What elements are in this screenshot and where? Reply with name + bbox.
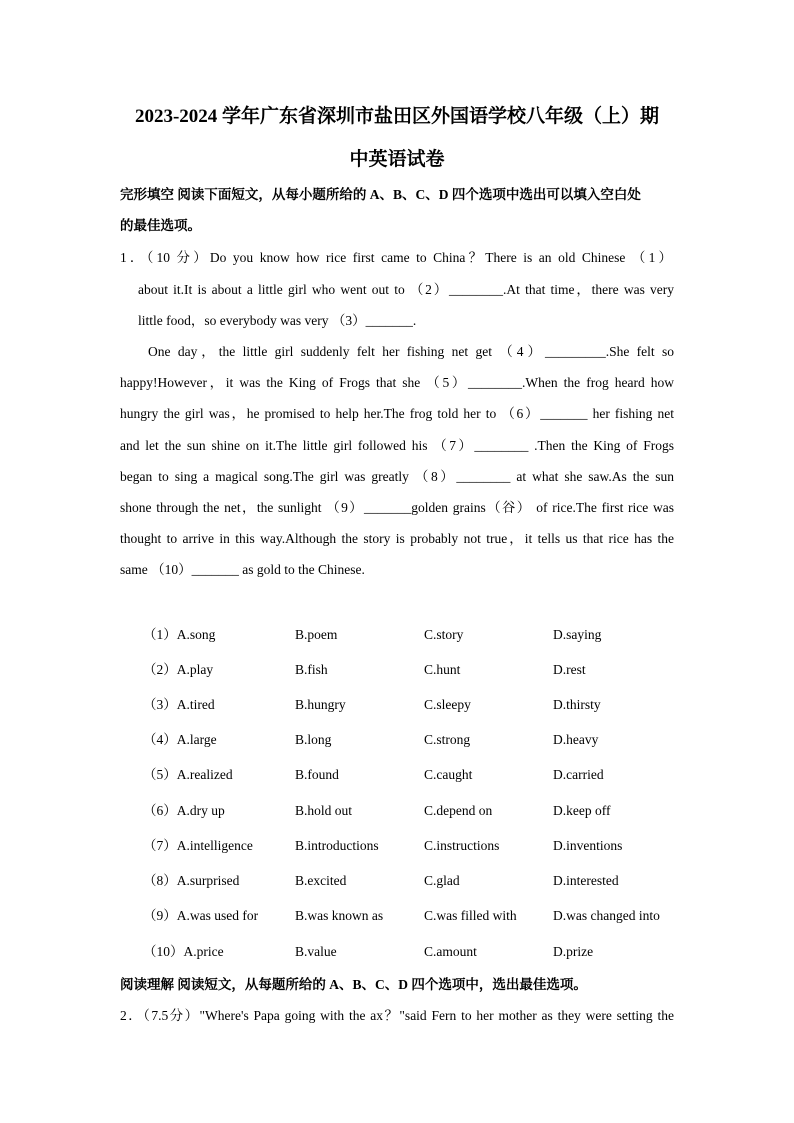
option-7b: B.introductions <box>295 838 379 853</box>
option-6c: C.depend on <box>424 803 493 818</box>
option-7c: C.instructions <box>424 838 500 853</box>
option-2c: C.hunt <box>424 662 461 677</box>
passage-line: same （10）_______ as gold to the Chinese. <box>120 562 365 577</box>
cloze-section-heading: 完形填空 阅读下面短文，从每小题所给的 A、B、C、D 四个选项中选出可以填入空白处 <box>120 187 641 202</box>
question-2-line: 2．（7.5分）"Where's Papa going with the ax？"said Fern to her mother as they were setting the <box>120 1008 674 1023</box>
option-9d: D.was changed into <box>553 908 660 923</box>
page-title-line-1: 2023-2024 学年广东省深圳市盐田区外国语学校八年级（上）期 <box>134 106 660 127</box>
passage-line: and let the sun shine on it.The little girl followed his （7）________ .Then the King of Frogs <box>120 438 674 453</box>
cloze-section-heading-cont: 的最佳选项。 <box>120 218 201 233</box>
passage-line: little food，so everybody was very （3）_______. <box>138 313 417 328</box>
option-9c: C.was filled with <box>424 908 517 923</box>
option-4d: D.heavy <box>553 732 599 747</box>
page-title-line-2: 中英语试卷 <box>349 149 445 170</box>
passage-line: 1．（10 分）Do you know how rice first came to China？There is an old Chinese （1） <box>120 250 672 265</box>
option-6b: B.hold out <box>295 803 353 818</box>
option-5a: （5）A.realized <box>143 767 233 782</box>
option-3c: C.sleepy <box>424 697 471 712</box>
passage-line: happy!However，it was the King of Frogs that she （5）________.When the frog heard how <box>120 375 674 390</box>
option-8b: B.excited <box>295 873 347 888</box>
option-9a: （9）A.was used for <box>143 908 259 923</box>
option-10a: （10）A.price <box>143 944 224 959</box>
option-4a: （4）A.large <box>143 732 217 747</box>
passage-line: began to sing a magical song.The girl was greatly （8）________ at what she saw.As the sun <box>120 469 674 484</box>
option-5b: B.found <box>295 767 339 782</box>
option-1c: C.story <box>424 627 464 642</box>
option-9b: B.was known as <box>295 908 384 923</box>
option-1d: D.saying <box>553 627 602 642</box>
option-8d: D.interested <box>553 873 619 888</box>
option-10c: C.amount <box>424 944 477 959</box>
option-6d: D.keep off <box>553 803 611 818</box>
option-8a: （8）A.surprised <box>143 873 240 888</box>
passage-line: hungry the girl was，he promised to help her.The frog told her to （6）_______ her fishing net <box>120 406 674 421</box>
option-10b: B.value <box>295 944 337 959</box>
option-5d: D.carried <box>553 767 604 782</box>
option-3a: （3）A.tired <box>143 697 215 712</box>
option-4c: C.strong <box>424 732 471 747</box>
passage-line: about it.It is about a little girl who went out to （2）________.At that time，there was very <box>138 282 674 297</box>
option-3b: B.hungry <box>295 697 346 712</box>
option-7d: D.inventions <box>553 838 623 853</box>
option-6a: （6）A.dry up <box>143 803 225 818</box>
passage-line: One day，the little girl suddenly felt her fishing net get （4）_________.She felt so <box>148 344 674 359</box>
reading-section-heading: 阅读理解 阅读短文，从每题所给的 A、B、C、D 四个选项中，选出最佳选项。 <box>120 977 587 992</box>
option-2d: D.rest <box>553 662 586 677</box>
option-4b: B.long <box>295 732 332 747</box>
passage-line: thought to arrive in this way.Although the story is probably not true，it tells us that rice has the <box>120 531 674 546</box>
option-7a: （7）A.intelligence <box>143 838 253 853</box>
option-2b: B.fish <box>295 662 328 677</box>
option-1a: （1）A.song <box>143 627 216 642</box>
option-2a: （2）A.play <box>143 662 214 677</box>
option-3d: D.thirsty <box>553 697 601 712</box>
option-8c: C.glad <box>424 873 460 888</box>
option-1b: B.poem <box>295 627 338 642</box>
option-10d: D.prize <box>553 944 594 959</box>
passage-line: shone through the net，the sunlight （9）_______golden grains（谷） of rice.The first rice was <box>120 500 674 515</box>
option-5c: C.caught <box>424 767 473 782</box>
